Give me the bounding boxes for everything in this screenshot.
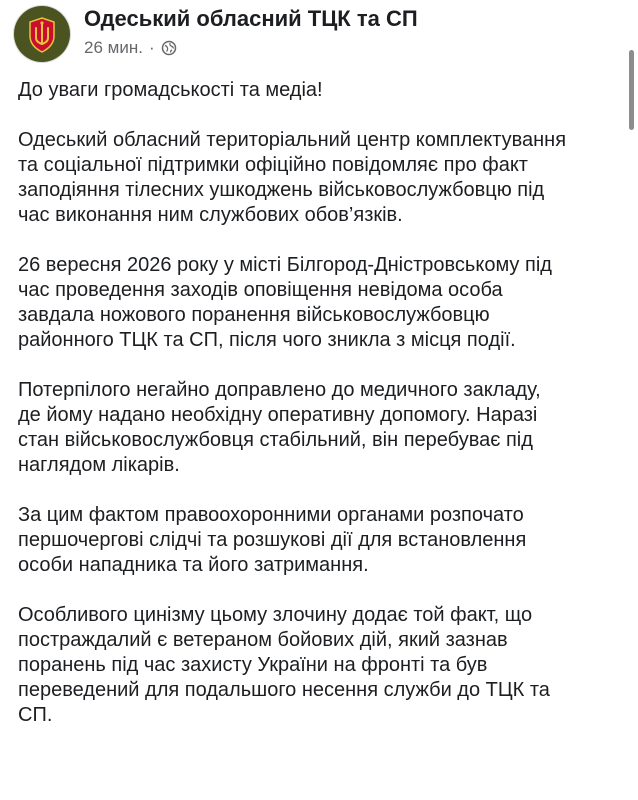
post-header	[14, 6, 418, 62]
post-paragraph: 26 вересня 2026 року у місті Білгород-Дністровському під час проведення заходів оповіщення невідома особа завдала ножового поранення військовослужбовцю районного ТЦК та СП, після чого зникла з місця події.	[18, 254, 552, 351]
post-paragraph: Потерпілого негайно доправлено до медичного закладу, де йому надано необхідну оперативну допомогу. Наразі стан військовослужбовця стабільний, він перебуває під наглядом лікарів.	[18, 379, 541, 476]
globe-icon[interactable]	[161, 40, 177, 56]
avatar[interactable]	[14, 6, 70, 62]
post-body	[18, 78, 616, 753]
scrollbar[interactable]	[629, 50, 634, 130]
post-meta	[84, 6, 418, 58]
post-time[interactable]: 26 мин.	[84, 38, 143, 57]
author-name[interactable]: Одеський обласний ТЦК та СП	[84, 6, 418, 31]
post-paragraph: Особливого цинізму цьому злочину додає той факт, що постраждалий є ветераном бойових дій, який зазнав поранень під час захисту України на фронті та був переведений для подальшого несення служби до ТЦК та СП.	[18, 604, 550, 726]
separator-dot: ·	[148, 38, 155, 57]
post-paragraph: Одеський обласний територіальний центр комплектування та соціальної підтримки офіційно повідомляє про факт заподіяння тілесних ушкоджень військовослужбовцю під час виконання ним службових обов’язків.	[18, 129, 567, 226]
post-paragraph: За цим фактом правоохоронними органами розпочато першочергові слідчі та розшукові дії для встановлення особи нападника та його затримання.	[18, 504, 527, 576]
emblem-icon	[14, 6, 70, 62]
post-subline	[84, 38, 418, 58]
post-paragraph: До уваги громадськості та медіа!	[18, 79, 323, 101]
